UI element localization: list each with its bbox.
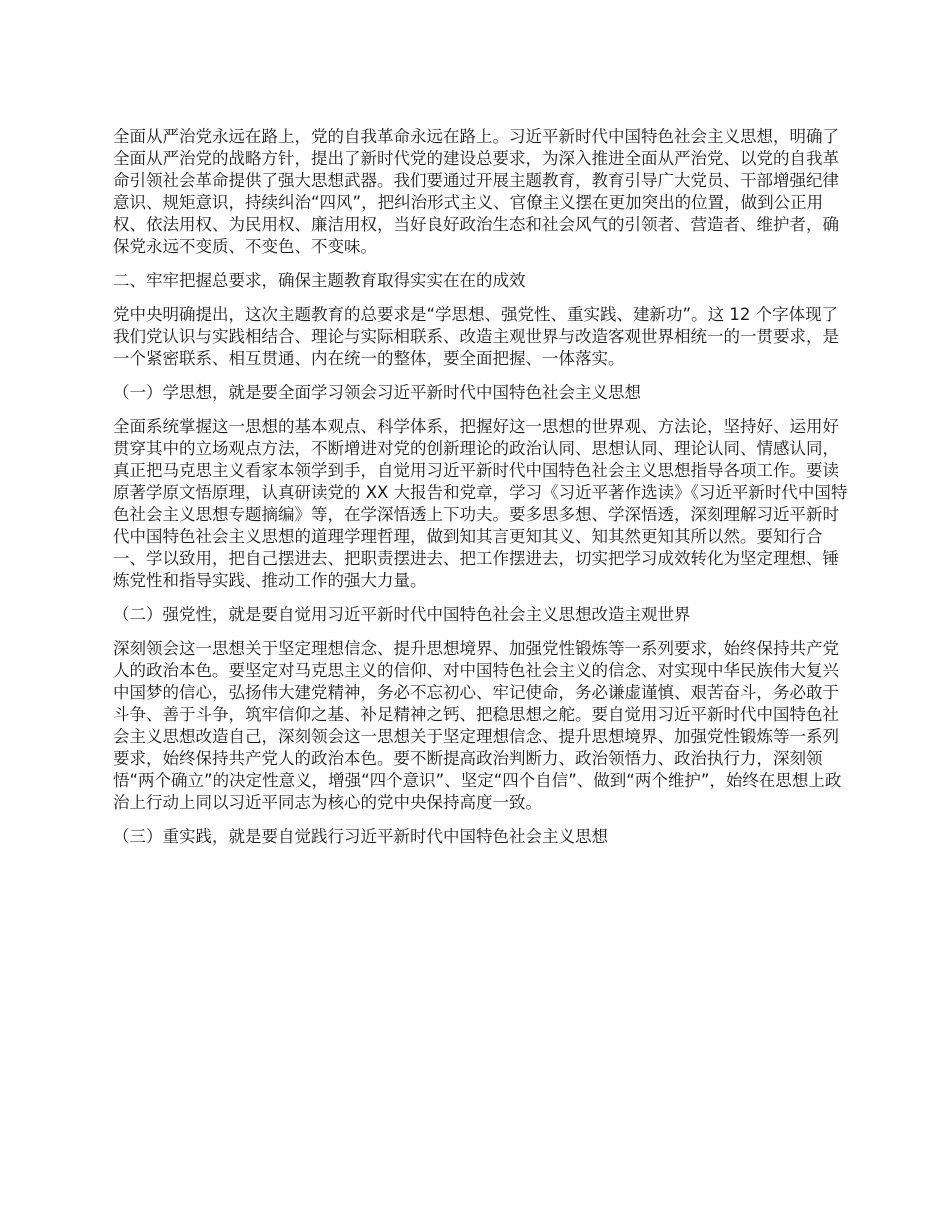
section-heading-two: 二、牢牢把握总要求，确保主题教育取得实实在在的成效 (113, 271, 526, 290)
document-body (113, 126, 853, 860)
paragraph-general-requirement: 党中央明确提出，这次主题教育的总要求是“学思想、强党性、重实践、建新功”。这 12 个字体现了我们党认识与实践相结合、理论与实际相联系、改造主观世界与改造客观世界相统一的一贯要求，是一个紧密联系、相互贯通、内在统一的整体，要全面把握、一体落实。 (113, 305, 839, 368)
subheading-emphasize-practice: （三）重实践，就是要自觉践行习近平新时代中国特色社会主义思想 (113, 827, 608, 846)
paragraph-learn-thought: 全面系统掌握这一思想的基本观点、科学体系，把握好这一思想的世界观、方法论，坚持好、运用好贯穿其中的立场观点方法，不断增进对党的创新理论的政治认同、思想认同、理论认同、情感认同，真正把马克思主义看家本领学到手，自觉用习近平新时代中国特色社会主义思想指导各项工作。要读原著学原文悟原理，认真研读党的 XX 大报告和党章，学习《习近平著作选读》《习近平新时代中国特色社会主义思想专题摘编》等，在学深悟透上下功夫。要多思多想、学深悟透，深刻理解习近平新时代中国特色社会主义思想的道理学理哲理，做到知其言更知其义、知其然更知其所以然。要知行合一、学以致用，把自己摆进去、把职责摆进去、把工作摆进去，切实把学习成效转化为坚定理想、锤炼党性和指导实践、推动工作的强大力量。 (113, 417, 848, 590)
subheading-learn-thought: （一）学思想，就是要全面学习领会习近平新时代中国特色社会主义思想 (113, 383, 641, 402)
paragraph-strict-governance: 全面从严治党永远在路上，党的自我革命永远在路上。习近平新时代中国特色社会主义思想，明确了全面从严治党的战略方针，提出了新时代党的建设总要求，为深入推进全面从严治党、以党的自我革命引领社会革命提供了强大思想武器。我们要通过开展主题教育，教育引导广大党员、干部增强纪律意识、规矩意识，持续纠治“四风”，把纠治形式主义、官僚主义摆在更加突出的位置，做到公正用权、依法用权、为民用权、廉洁用权，当好良好政治生态和社会风气的引领者、营造者、维护者，确保党永远不变质、不变色、不变味。 (113, 127, 839, 256)
subheading-strengthen-party-spirit: （二）强党性，就是要自觉用习近平新时代中国特色社会主义思想改造主观世界 (113, 605, 691, 624)
paragraph-strengthen-party-spirit: 深刻领会这一思想关于坚定理想信念、提升思想境界、加强党性锻炼等一系列要求，始终保持共产党人的政治本色。要坚定对马克思主义的信仰、对中国特色社会主义的信念、对实现中华民族伟大复兴中国梦的信心，弘扬伟大建党精神，务必不忘初心、牢记使命，务必谦虚谨慎、艰苦奋斗，务必敢于斗争、善于斗争，筑牢信仰之基、补足精神之钙、把稳思想之舵。要自觉用习近平新时代中国特色社会主义思想改造自己，深刻领会这一思想关于坚定理想信念、提升思想境界、加强党性锻炼等一系列要求，始终保持共产党人的政治本色。要不断提高政治判断力、政治领悟力、政治执行力，深刻领悟“两个确立”的决定性意义，增强“四个意识”、坚定“四个自信”、做到“两个维护”，始终在思想上政治上行动上同以习近平同志为核心的党中央保持高度一致。 (113, 639, 842, 812)
